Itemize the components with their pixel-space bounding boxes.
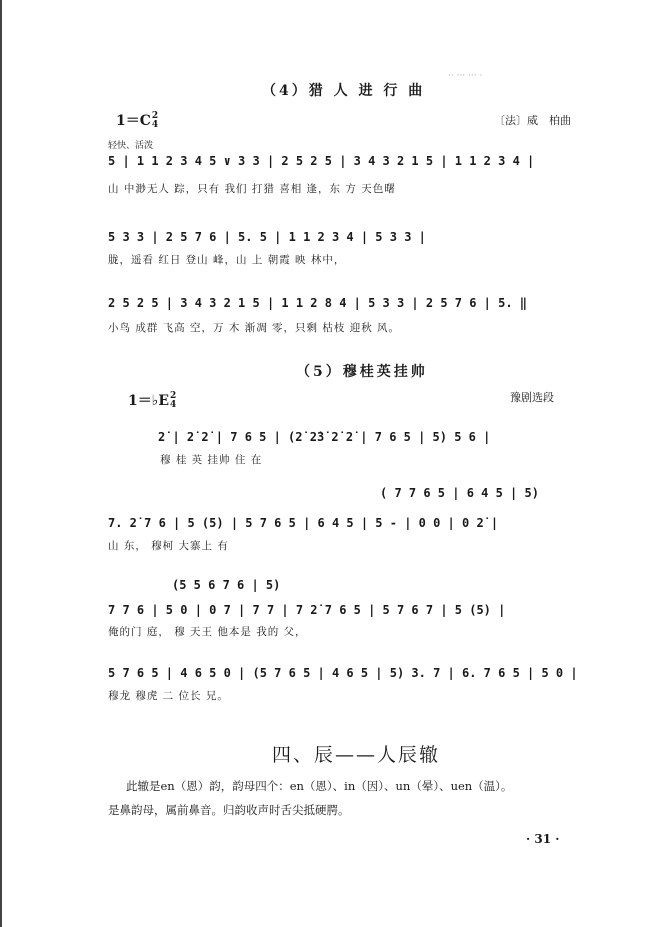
song5-pre-row-2: ( 7 7 6 5 | 6 4 5 | 5) xyxy=(380,486,539,500)
song5-notes-row-1: 2̇ | 2̇ 2̇ | 7 6 5 | (2̇ 2̇3̇ 2̇ 2̇ | 7 6 5 | 5) 5 6 | xyxy=(158,430,491,444)
song4-lyrics-row-3: 小鸟 成群 飞高 空，万 木 渐凋 零，只剩 枯枝 迎秋 风。 xyxy=(108,322,401,334)
song5-credit: 豫剧选段 xyxy=(510,391,554,404)
song4-key xyxy=(116,110,158,130)
song5-notes-row-3: 7 7 6 | 5 0 | 0 7 | 7 7 | 7 2̇ 7 6 5 | 5 7 6 7 | 5 (5) | xyxy=(108,603,506,617)
song4-lyrics-row-2: 胧，遥看 红日 登山 峰，山 上 朝霞 映 林中， xyxy=(108,254,346,266)
page-number: · 31 · xyxy=(526,832,560,846)
section-heading: 四、辰——人辰辙 xyxy=(272,744,441,766)
song5-notes-row-2: 7. 2̇ 7 6 | 5 (5) | 5 7 6 5 | 6 4 5 | 5 - | 0 0 | 0 2̇ | xyxy=(108,516,499,530)
song5-key-label: 1＝♭E xyxy=(128,393,170,409)
song5-meter-bottom: 4 xyxy=(170,400,177,410)
section-paragraph-line-1: 此辙是en（恩）韵，韵母四个：en（恩）、in（因）、un（晕）、uen（温）。 xyxy=(126,779,513,793)
song4-notes-row-1: 5 | 1 1 2 3 4 5 ∨ 3 3 | 2 5 2 5 | 3 4 3 2 1 5 | 1 1 2 3 4 | xyxy=(108,154,535,168)
song4-meter-top: 2 xyxy=(151,111,159,121)
song5-title: （5）穆桂英挂帅 xyxy=(296,364,428,380)
section-paragraph-line-2: 是鼻韵母，属前鼻音。归韵收声时舌尖抵硬腭。 xyxy=(108,803,350,817)
song5-pre-row-3: (5 5 6 7 6 | 5) xyxy=(172,578,281,592)
song4-credit: 〔法〕威 柏曲 xyxy=(494,114,571,127)
page-binding-edge xyxy=(0,0,2,927)
song5-lyrics-row-2: 山 东， 穆柯 大寨上 有 xyxy=(108,540,229,552)
song4-tempo: 轻快、活泼 xyxy=(108,141,154,151)
song4-meter xyxy=(152,112,158,130)
song4-notes-row-2: 5 3 3 | 2 5 7 6 | 5. 5 | 1 1 2 3 4 | 5 3 3 | xyxy=(108,230,426,244)
song4-key-label: 1＝C xyxy=(116,113,151,129)
song4-lyrics-row-1: 山 中渺无人 踪，只有 我们 打猎 喜相 逢，东 方 天色曙 xyxy=(108,183,396,195)
song4-title: （4）猎 人 进 行 曲 xyxy=(262,83,426,99)
song5-notes-row-4: 5 7 6 5 | 4 6 5 0 | (5 7 6 5 | 4 6 5 | 5) 3. 7 | 6. 7 6 5 | 5 0 | xyxy=(108,666,578,680)
song5-meter-top: 2 xyxy=(170,391,177,401)
scan-mark: ·· ··· ··· · xyxy=(448,71,483,81)
song5-key xyxy=(128,390,176,410)
song4-notes-row-3: 2 5 2 5 | 3 4 3 2 1 5 | 1 1 2 8 4 | 5 3 3 | 2 5 7 6 | 5. ‖ xyxy=(108,296,528,310)
song5-lyrics-row-4: 穆龙 穆虎 二 位长 兄。 xyxy=(108,690,229,702)
song4-meter-bottom: 4 xyxy=(151,120,159,130)
song5-meter xyxy=(170,392,176,410)
song5-lyrics-row-3: 俺的门 庭， 穆 天王 他本是 我的 父， xyxy=(108,626,307,638)
song5-lyrics-row-1: 穆 桂 英 挂帅 住 在 xyxy=(160,454,263,466)
